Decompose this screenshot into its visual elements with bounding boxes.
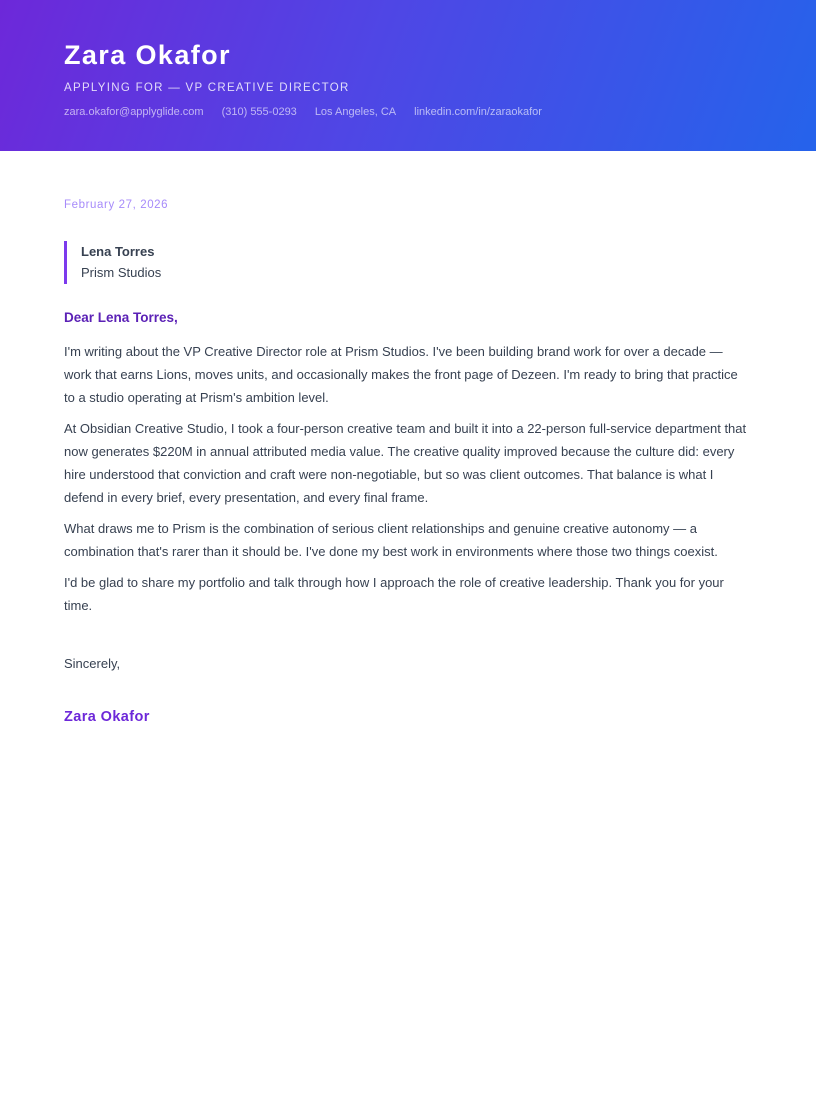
recipient-company: Prism Studios	[81, 265, 162, 280]
contact-phone: (310) 555-0293	[221, 106, 297, 118]
paragraph-1: I'm writing about the VP Creative Director role at Prism Studios. I've been building brand work for over a decade — work that earns Lions, moves units, and occasionally makes the front page of Dezeen. I'm ready to bring that practice to a studio operating at Prism's ambition level.	[64, 344, 738, 405]
contact-location: Los Angeles, CA	[314, 106, 397, 118]
paragraph-4: I'd be glad to share my portfolio and talk through how I approach the role of creative leadership. Thank you for your time.	[64, 575, 724, 613]
recipient-block	[64, 241, 752, 284]
paragraph-3: What draws me to Prism is the combination of serious client relationships and genuine creative autonomy — a combination that's rarer than it should be. I've done my best work in environments where those two things coexist.	[64, 521, 718, 559]
contact-email[interactable]: zara.okafor@applyglide.com	[64, 106, 204, 118]
letter-body	[0, 198, 816, 726]
applicant-name: Zara Okafor	[64, 40, 231, 70]
signature: Zara Okafor	[64, 709, 150, 725]
closing: Sincerely,	[64, 656, 121, 671]
letter-date: February 27, 2026	[64, 199, 169, 211]
contact-linkedin[interactable]: linkedin.com/in/zaraokafor	[414, 106, 542, 118]
letter-header	[0, 0, 816, 151]
recipient-name: Lena Torres	[81, 244, 155, 259]
applying-for-role: APPLYING FOR — VP CREATIVE DIRECTOR	[64, 82, 350, 94]
paragraph-2: At Obsidian Creative Studio, I took a four-person creative team and built it into a 22-person full-service department that now generates $220M in annual attributed media value. The creative quality improved because the culture did: every hire understood that conviction and craft were non-negotiable, but so was client outcomes. That balance is what I defend in every brief, every presentation, and every final frame.	[64, 421, 747, 505]
contact-info	[64, 105, 752, 119]
salutation: Dear Lena Torres,	[64, 310, 178, 325]
